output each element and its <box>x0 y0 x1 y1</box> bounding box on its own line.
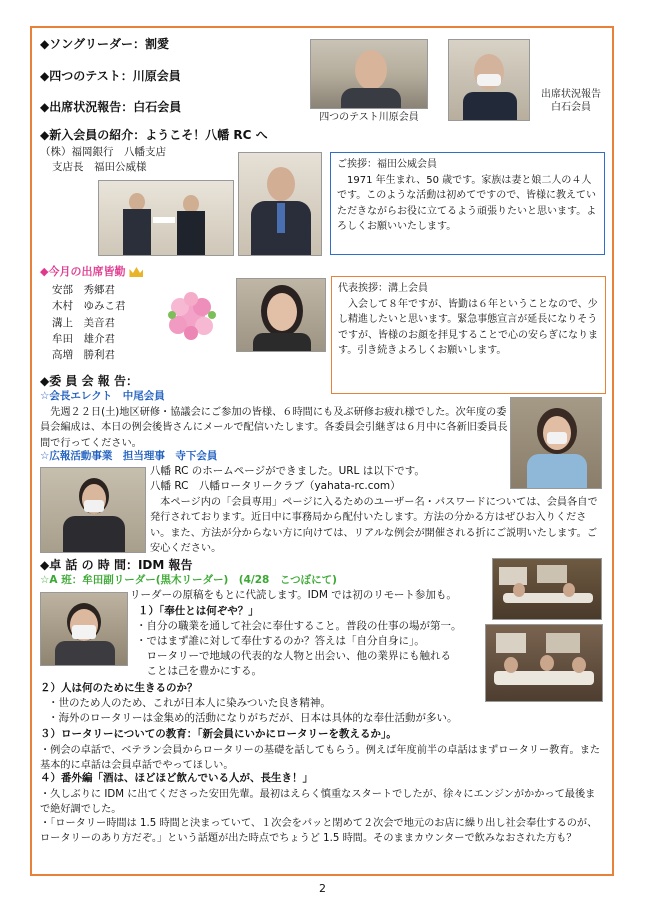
talk-q3: ３）ロータリーについての教育：「新会員にいかにロータリーを教えるか」。 <box>40 728 397 740</box>
member-name: 高増 勝利君 <box>52 349 115 362</box>
talk-intro: リーダーの原稿をもとに代読します。IDM では初のリモート参加も。 <box>130 589 457 601</box>
meeting-photo-1 <box>492 558 602 620</box>
perfect-attendance-heading <box>40 265 143 280</box>
talk-q1: １）「奉仕とは何ぞや？」 <box>138 605 259 617</box>
crown-icon <box>129 267 143 277</box>
perfect-attendance-label: ◆今月の出席皆勤 <box>40 265 126 278</box>
pr-text: 本ページ内の「会員専用」ページに入るためのユーザー名・パスワードについては、会員各自で発行されております。近日中に事務局から配付いたします。方法の分かる方はぜひお入りください。また、方法が分からない方に向けては、リアルな例会が開催される折にご説明いたします。ご安心ください。 <box>150 497 598 554</box>
nakao-photo <box>510 397 602 489</box>
elect-title: ☆会長エレクト 中尾会員 <box>40 390 165 402</box>
talk-q1-b: ・ではまず誰に対して奉仕するのか？答えは「自分自身に」。 <box>136 635 425 647</box>
flower-bouquet-icon <box>160 285 222 347</box>
talk-q2-b: ・海外のロータリーは金集め的活動になりがちだが、日本は具体的な奉仕活動が多い。 <box>48 712 458 724</box>
committee-heading: ◆委 員 会 報 告： <box>40 374 138 388</box>
new-member-heading: ◆新入会員の紹介：ようこそ！八幡 RC へ <box>40 128 268 142</box>
fukuda-greeting-box <box>330 152 605 255</box>
member-name: 安部 秀郷君 <box>52 284 115 296</box>
greeting-photo <box>98 180 234 256</box>
talk-q1-c: ロータリーで地域の代表的な人物と出会い、他の業界にも触れる <box>136 650 451 662</box>
pr-line-2: 八幡 RC 八幡ロータリークラブ（yahata-rc.com） <box>150 480 401 492</box>
mizokami-greeting-box <box>331 276 606 394</box>
talk-q1-a: ・自分の職業を通して社会に奉仕すること。普段の仕事の場が第一。 <box>136 620 462 632</box>
muta-photo <box>40 592 128 666</box>
new-member-name: 支店長 福田公威様 <box>52 161 147 173</box>
four-tests: ◆四つのテスト：川原会員 <box>40 69 181 83</box>
terashita-photo <box>40 467 146 553</box>
talk-heading: ◆卓 話 の 時 間：IDM 報告 <box>40 558 193 572</box>
talk-q1-d: ことは己を豊かにする。 <box>136 665 262 677</box>
mizokami-greeting-text: 入会して８年ですが、皆勤は６年ということなので、少し精進したいと思います。緊急事態宣言が延長になりそうですが、皆様のお顔を拝見することで心の安らぎになります。引き続きよろしくお願いします。 <box>338 298 598 356</box>
shiraishi-caption-1: 出席状況報告 <box>541 89 601 100</box>
talk-q4-a: ・久しぶりに IDM に出てくださった安田先輩。最初はえらく慎重なスタートでしたが、徐々にエンジンがかかって最後まで絶好調でした。 <box>40 789 596 816</box>
member-name: 牟田 雄介君 <box>52 332 115 345</box>
meeting-photo-2 <box>485 624 603 702</box>
attendance-report: ◆出席状況報告：白石会員 <box>40 100 182 114</box>
elect-text: 先週２２日(土)地区研修・協議会にご参加の皆様、６時間にも及ぶ研修お疲れ様でした。次年度の委員会編成は、本日の例会後皆さんにメールで配信いたします。各委員会引継ぎは６月中に各新旧委員長間で行ってください。 <box>40 407 508 449</box>
perfect-attendance-list <box>52 282 126 363</box>
talk-group: ☆A 班：牟田副リーダー(黒木リーダー) (4/28 こつぼにて) <box>40 574 337 586</box>
talk-q3-a: ・例会の卓話で、ベテラン会員からロータリーの基礎を話してもらう。例えば年度前半の卓話はまずロータリー教育。また基本的に卓話は会員卓話でやってほしい。 <box>40 745 601 772</box>
talk-q4: ４）番外編「酒は、ほどほど飲んでいる人が、長生き！」 <box>40 772 313 784</box>
fukuda-greeting-text: 1971 年生まれ、50 歳です。家族は妻と娘二人の４人です。このような活動は初めてですので、皆様に教えていただきながらお役に立てるよう頑張りたいと思います。よろしくお願いいたします。 <box>337 174 597 232</box>
new-member-bank: （株）福岡銀行 八幡支店 <box>40 146 166 158</box>
talk-q2-a: ・世のため人のため、これが日本人に染みついた良き精神。 <box>48 697 331 709</box>
talk-q2: ２）人は何のために生きるのか？ <box>40 682 198 694</box>
shiraishi-photo <box>448 39 530 121</box>
shiraishi-caption-2: 白石会員 <box>551 102 591 113</box>
mizokami-greeting-title: 代表挨拶：溝上会員 <box>338 283 428 294</box>
kawahara-photo <box>310 39 428 109</box>
kawahara-caption: 四つのテスト川原会員 <box>319 112 419 123</box>
member-name: 溝上 美音君 <box>52 316 115 329</box>
fukuda-greeting-title: ご挨拶：福田公威会員 <box>337 159 437 170</box>
fukuda-photo <box>238 152 322 256</box>
talk-q4-b: ・「ロータリー時間は 1.5 時間と決まっていて、１次会をパッと閉めて２次会で地元のお店に繰り出し社会奉仕するのが、ロータリーのあり方だぞ。」という話題が出た時点でちょうど 1.5 時間。そのままカウンターで飲みなおされた方も？ <box>40 818 598 845</box>
pr-line-1: 八幡 RC のホームページができました。URL は以下です。 <box>150 465 425 477</box>
pr-title: ☆広報活動事業 担当理事 寺下会員 <box>40 450 218 462</box>
member-name: 木村 ゆみこ君 <box>52 300 126 313</box>
page-number: 2 <box>319 882 326 895</box>
mizokami-photo <box>236 278 326 352</box>
song-leader: ◆ソングリーダー：割愛 <box>40 37 169 51</box>
